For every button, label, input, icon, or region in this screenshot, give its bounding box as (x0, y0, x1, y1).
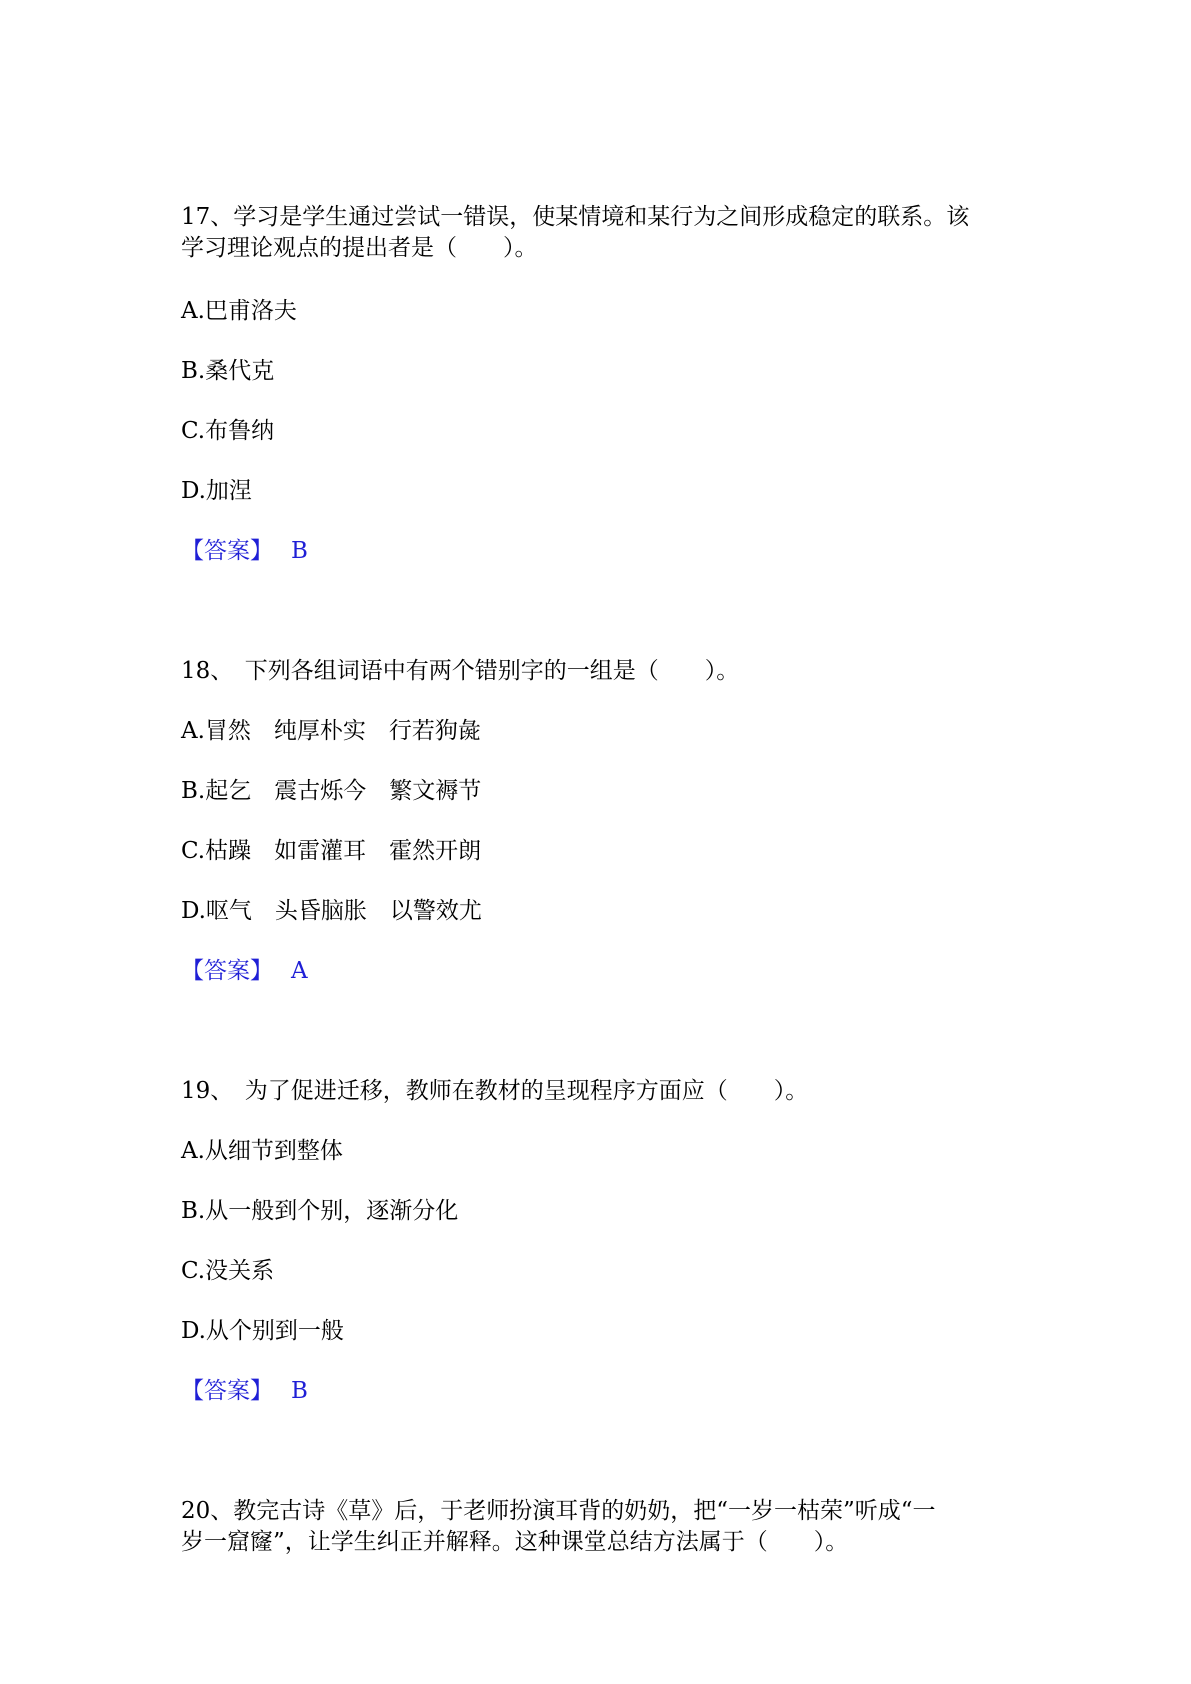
question-19-option-b: B.从一般到个别，逐渐分化 (181, 1198, 459, 1224)
question-17-answer (181, 536, 308, 566)
question-18-option-c: C.枯躁 如雷灌耳 霍然开朗 (181, 838, 482, 864)
question-17-stem-line-1: 17、学习是学生通过尝试一错误，使某情境和某行为之间形成稳定的联系。该 (181, 204, 970, 230)
question-17-option-a: A.巴甫洛夫 (181, 298, 297, 324)
question-17-option-d: D.加涅 (181, 478, 252, 504)
answer-label: 【答案】 (181, 1378, 273, 1404)
question-18-option-a: A.冒然 纯厚朴实 行若狗彘 (181, 718, 481, 744)
answer-value: B (291, 538, 308, 564)
answer-value: B (291, 1378, 308, 1404)
question-18-answer (181, 956, 308, 986)
question-19-answer (181, 1376, 308, 1406)
question-19-stem-line-1: 19、 为了促进迁移，教师在教材的呈现程序方面应（ ）。 (181, 1078, 809, 1104)
question-20-stem-line-1: 20、教完古诗《草》后，于老师扮演耳背的奶奶，把“一岁一枯荣”听成“一 (181, 1498, 936, 1524)
question-20-stem-line-2: 岁一窟窿”，让学生纠正并解释。这种课堂总结方法属于（ ）。 (181, 1529, 849, 1555)
answer-label: 【答案】 (181, 538, 273, 564)
answer-value: A (291, 958, 308, 984)
question-17-option-b: B.桑代克 (181, 358, 275, 384)
answer-label: 【答案】 (181, 958, 273, 984)
question-18-option-b: B.起乞 震古烁今 繁文褥节 (181, 778, 482, 804)
question-19-option-c: C.没关系 (181, 1258, 275, 1284)
question-19-option-d: D.从个别到一般 (181, 1318, 344, 1344)
question-19-option-a: A.从细节到整体 (181, 1138, 343, 1164)
question-18-option-d: D.呕气 头昏脑胀 以警效尤 (181, 898, 482, 924)
question-17-option-c: C.布鲁纳 (181, 418, 275, 444)
question-17-stem-line-2: 学习理论观点的提出者是（ ）。 (181, 235, 538, 261)
question-18-stem-line-1: 18、 下列各组词语中有两个错别字的一组是（ ）。 (181, 658, 740, 684)
